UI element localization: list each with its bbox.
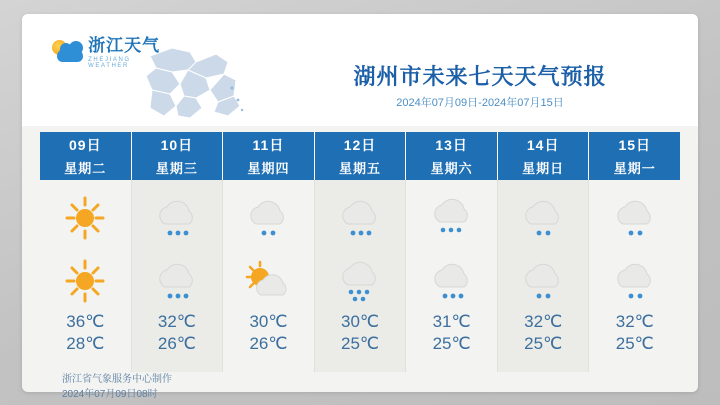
day-weekday: 星期四 bbox=[247, 161, 290, 176]
low-temperature: 26℃ bbox=[157, 334, 196, 353]
temperature-block bbox=[433, 312, 471, 354]
day-header-cell bbox=[132, 132, 224, 180]
footer-line-1: 浙江省气象服务中心制作 bbox=[62, 374, 172, 385]
day-header-cell bbox=[406, 132, 498, 180]
high-temperature: 32℃ bbox=[615, 312, 654, 331]
page-title: 湖州市未来七天天气预报 bbox=[353, 64, 607, 89]
day-weekday: 星期三 bbox=[155, 161, 198, 176]
day-weekday: 星期二 bbox=[64, 161, 107, 176]
brand-name-en: ZHEJIANG WEATHER bbox=[88, 56, 131, 69]
high-temperature: 31℃ bbox=[432, 312, 471, 331]
footer-line-2: 2024年07月09日08时 bbox=[62, 389, 158, 400]
moderate-rain-icon bbox=[331, 257, 389, 305]
day-weekday: 星期一 bbox=[613, 161, 656, 176]
temperature-block bbox=[341, 312, 379, 354]
weather-icons bbox=[148, 180, 206, 312]
day-date: 10日 bbox=[160, 137, 194, 153]
weather-icons bbox=[606, 180, 664, 312]
day-header-cell bbox=[589, 132, 680, 180]
day-header-cell bbox=[498, 132, 590, 180]
footer-credit bbox=[62, 372, 172, 402]
day-date: 13日 bbox=[435, 137, 468, 153]
date-range-subtitle: 2024年07月09日-2024年07月15日 bbox=[396, 97, 564, 109]
weather-icons bbox=[331, 180, 389, 312]
temperature-block bbox=[66, 312, 104, 354]
sunny-icon bbox=[56, 257, 114, 305]
low-temperature: 28℃ bbox=[66, 334, 105, 353]
shower-icon bbox=[606, 257, 664, 305]
moderate-rain-icon bbox=[423, 194, 481, 242]
brand-name-cn: 浙江天气 bbox=[88, 35, 161, 55]
day-date: 11日 bbox=[252, 137, 285, 153]
day-header-cell bbox=[40, 132, 132, 180]
high-temperature: 36℃ bbox=[66, 312, 105, 331]
shower-icon bbox=[606, 194, 664, 242]
sun-cloud-logo-icon bbox=[50, 38, 82, 68]
zhejiang-province-map-icon bbox=[132, 36, 252, 124]
low-temperature: 25℃ bbox=[432, 334, 471, 353]
weather-icons bbox=[423, 180, 481, 312]
high-temperature: 30℃ bbox=[341, 312, 380, 331]
sunny-icon bbox=[56, 194, 114, 242]
day-date: 15日 bbox=[618, 137, 652, 153]
low-temperature: 25℃ bbox=[524, 334, 563, 353]
cloud-icon bbox=[57, 49, 83, 62]
day-header-cell bbox=[315, 132, 407, 180]
low-temperature: 26℃ bbox=[249, 334, 288, 353]
shower-icon bbox=[148, 257, 206, 305]
forecast-column bbox=[406, 180, 498, 372]
forecast-column bbox=[132, 180, 224, 372]
temperature-block bbox=[616, 312, 654, 354]
day-weekday: 星期日 bbox=[522, 161, 565, 176]
temperature-block bbox=[158, 312, 196, 354]
forecast-column bbox=[498, 180, 590, 372]
high-temperature: 32℃ bbox=[524, 312, 563, 331]
day-date: 14日 bbox=[526, 137, 560, 153]
shower-icon bbox=[423, 257, 481, 305]
forecast-card bbox=[22, 14, 698, 400]
shower-icon bbox=[331, 194, 389, 242]
low-temperature: 25℃ bbox=[341, 334, 380, 353]
forecast-column bbox=[223, 180, 315, 372]
shower-icon bbox=[148, 194, 206, 242]
weather-icons bbox=[56, 180, 114, 312]
high-temperature: 30℃ bbox=[249, 312, 288, 331]
day-date: 12日 bbox=[343, 137, 377, 153]
shower-icon bbox=[514, 257, 572, 305]
weather-icons bbox=[514, 180, 572, 312]
weather-icons bbox=[239, 180, 297, 312]
day-header-cell bbox=[223, 132, 315, 180]
day-weekday: 星期五 bbox=[339, 161, 382, 176]
day-date: 09日 bbox=[69, 137, 102, 153]
day-weekday: 星期六 bbox=[430, 161, 473, 176]
forecast-column bbox=[589, 180, 680, 372]
low-temperature: 25℃ bbox=[615, 334, 654, 353]
shower-icon bbox=[514, 194, 572, 242]
forecast-column bbox=[315, 180, 407, 372]
forecast-column bbox=[40, 180, 132, 372]
high-temperature: 32℃ bbox=[157, 312, 196, 331]
temperature-block bbox=[524, 312, 562, 354]
sunny-cloudy-icon bbox=[239, 257, 297, 305]
temperature-block bbox=[249, 312, 287, 354]
forecast-columns bbox=[40, 180, 680, 372]
shower-icon bbox=[239, 194, 297, 242]
day-header-row bbox=[40, 132, 680, 180]
